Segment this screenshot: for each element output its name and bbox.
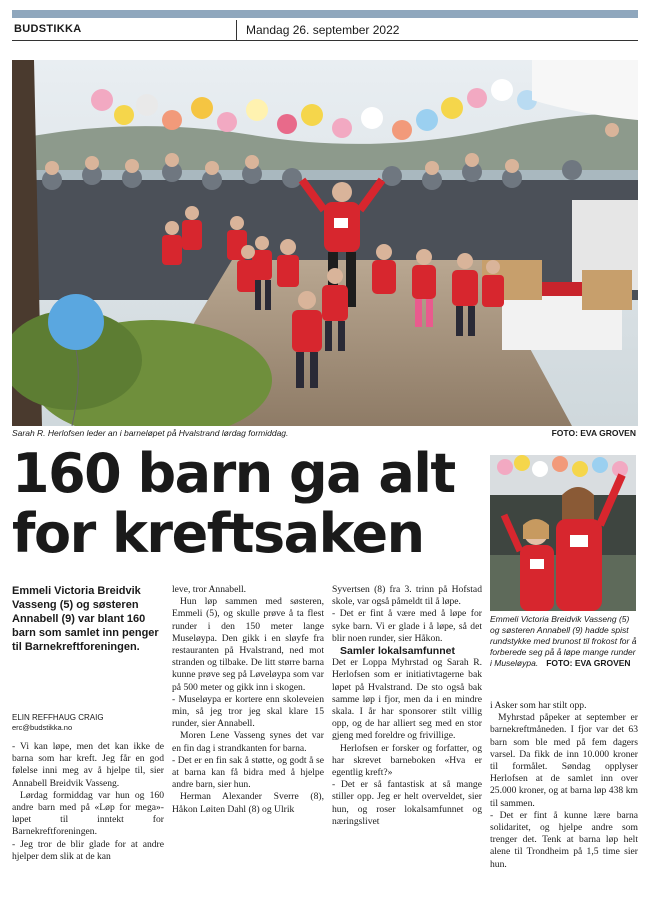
paragraph: Herlofsen er forsker og forfatter, og har skrevet barneboken «Hva er egentlig kreft?» (332, 742, 482, 779)
side-photo-caption (490, 614, 638, 669)
side-photo-credit: FOTO: EVA GROVEN (546, 658, 631, 668)
paragraph: - Det er fint å kunne lære barna solidaritet, og hjelpe andre som trenger det. Tenk at barna løp helt alene til Trondheim på 1,5 time sier hun. (490, 809, 638, 870)
main-photo-caption: Sarah R. Herlofsen leder an i barneløpet på Hvalstrand lørdag formiddag. (12, 428, 289, 438)
paragraph: Lørdag formiddag var hun og 160 andre barn med på «Løp for mega»-løpet til inntekt for Barnekreftforeningen. (12, 789, 164, 838)
paragraph: Herman Alexander Sverre (8), Håkon Løiten Dahl (8) og Ulrik (172, 791, 324, 815)
paragraph: - Det er en fin sak å støtte, og godt å se at barna kan få bidra med å hjelpe andre barn, sier hun. (172, 754, 324, 791)
masthead-band (12, 10, 638, 18)
article-column-4 (490, 700, 638, 871)
byline-email[interactable]: erc@budstikka.no (12, 723, 73, 732)
side-caption-text: Emmeli Victoria Breidvik Vasseng (5) og søsteren Annabell (9) hadde spist rundstykke med brunost til frokost for å forberede seg på å løpe mange runder i Museløypa. (490, 614, 637, 668)
paragraph: - Det er fint å være med å løpe for syke barn. Vi er glade i å løpe, så det blir noen runder, sier Håkon. (332, 608, 482, 644)
paragraph: - Jeg tror de blir glade for at andre hjelper dem slik at de kan (12, 838, 164, 862)
paragraph: Hun løp sammen med søsteren, Emmeli (5), og skulle prøve å ta flest runder i den 150 meter lange Museløypa. Den gikk i en sløyfe fra restauranten på Hvalstrand, ned mot stranden og tilbake. De litt større barna kunne prøve seg på Løveløypa som var på 500 meter og gikk inn i skogen. (172, 596, 324, 693)
paragraph: Det er Loppa Myhrstad og Sarah R. Herlofsen som er initiativtagerne bak løpet på Hvalstrand. De sto også bak samme løp i fjor, men da i en mindre skala. I år har sponsorer stilt villig opp, og de har alliert seg med en stor gjeng med foreldre og frivillige. (332, 657, 482, 742)
headline: 160 barn ga alt for kreftsaken (12, 442, 455, 565)
main-photo (12, 60, 638, 426)
subheading: Samler lokalsamfunnet (340, 645, 455, 658)
paragraph: Moren Lene Vasseng synes det var en fin dag i strandkanten for barna. (172, 730, 324, 754)
paragraph: - Museløypa er kortere enn skoleveien min, så jeg tror jeg skal klare 15 runder, sier Annabell. (172, 693, 324, 730)
byline (12, 713, 104, 733)
paragraph: - Vi kan løpe, men det kan ikke de barna som har kreft. Jeg får en god følelse inni meg av å hjelpe til, sier Annabell Breidvik Vasseng. (12, 741, 164, 789)
main-photo-credit: FOTO: EVA GROVEN (551, 428, 636, 438)
article-column-3 (332, 584, 482, 828)
masthead-divider (236, 20, 237, 40)
article-column-2 (172, 584, 324, 816)
newspaper-name: BUDSTIKKA (14, 23, 82, 35)
paragraph: leve, tror Annabell. (172, 584, 247, 595)
paragraph: - Det er så fantastisk at så mange stiller opp. Jeg er helt overveldet, sier hun, og roser lokalsamfunnet og næringslivet (332, 779, 482, 827)
side-photo (490, 455, 636, 611)
lead-paragraph: Emmeli Victoria Breidvik Vasseng (5) og søsteren Annabell (9) var blant 160 barn som samlet inn penger til Barnekreftforeningen. (12, 585, 159, 653)
byline-author: ELIN REFFHAUG CRAIG (12, 713, 104, 722)
paragraph: Syvertsen (8) fra 3. trinn på Hofstad skole, var også påmeldt til å løpe. (332, 584, 482, 608)
masthead (12, 20, 638, 41)
issue-date: Mandag 26. september 2022 (246, 23, 400, 37)
paragraph: Myhrstad påpeker at september er barnekreftmåneden. I fjor var det 63 barn som ble med på fem dagers varsel. Da fikk de inn 10.000 kroner til formålet. Søndag opplyser Herlofsen at de samlet inn over 25.000 kroner, og at barna løp 438 km til sammen. (490, 712, 638, 809)
article-column-1 (12, 741, 164, 863)
paragraph: i Asker som har stilt opp. (490, 700, 587, 711)
